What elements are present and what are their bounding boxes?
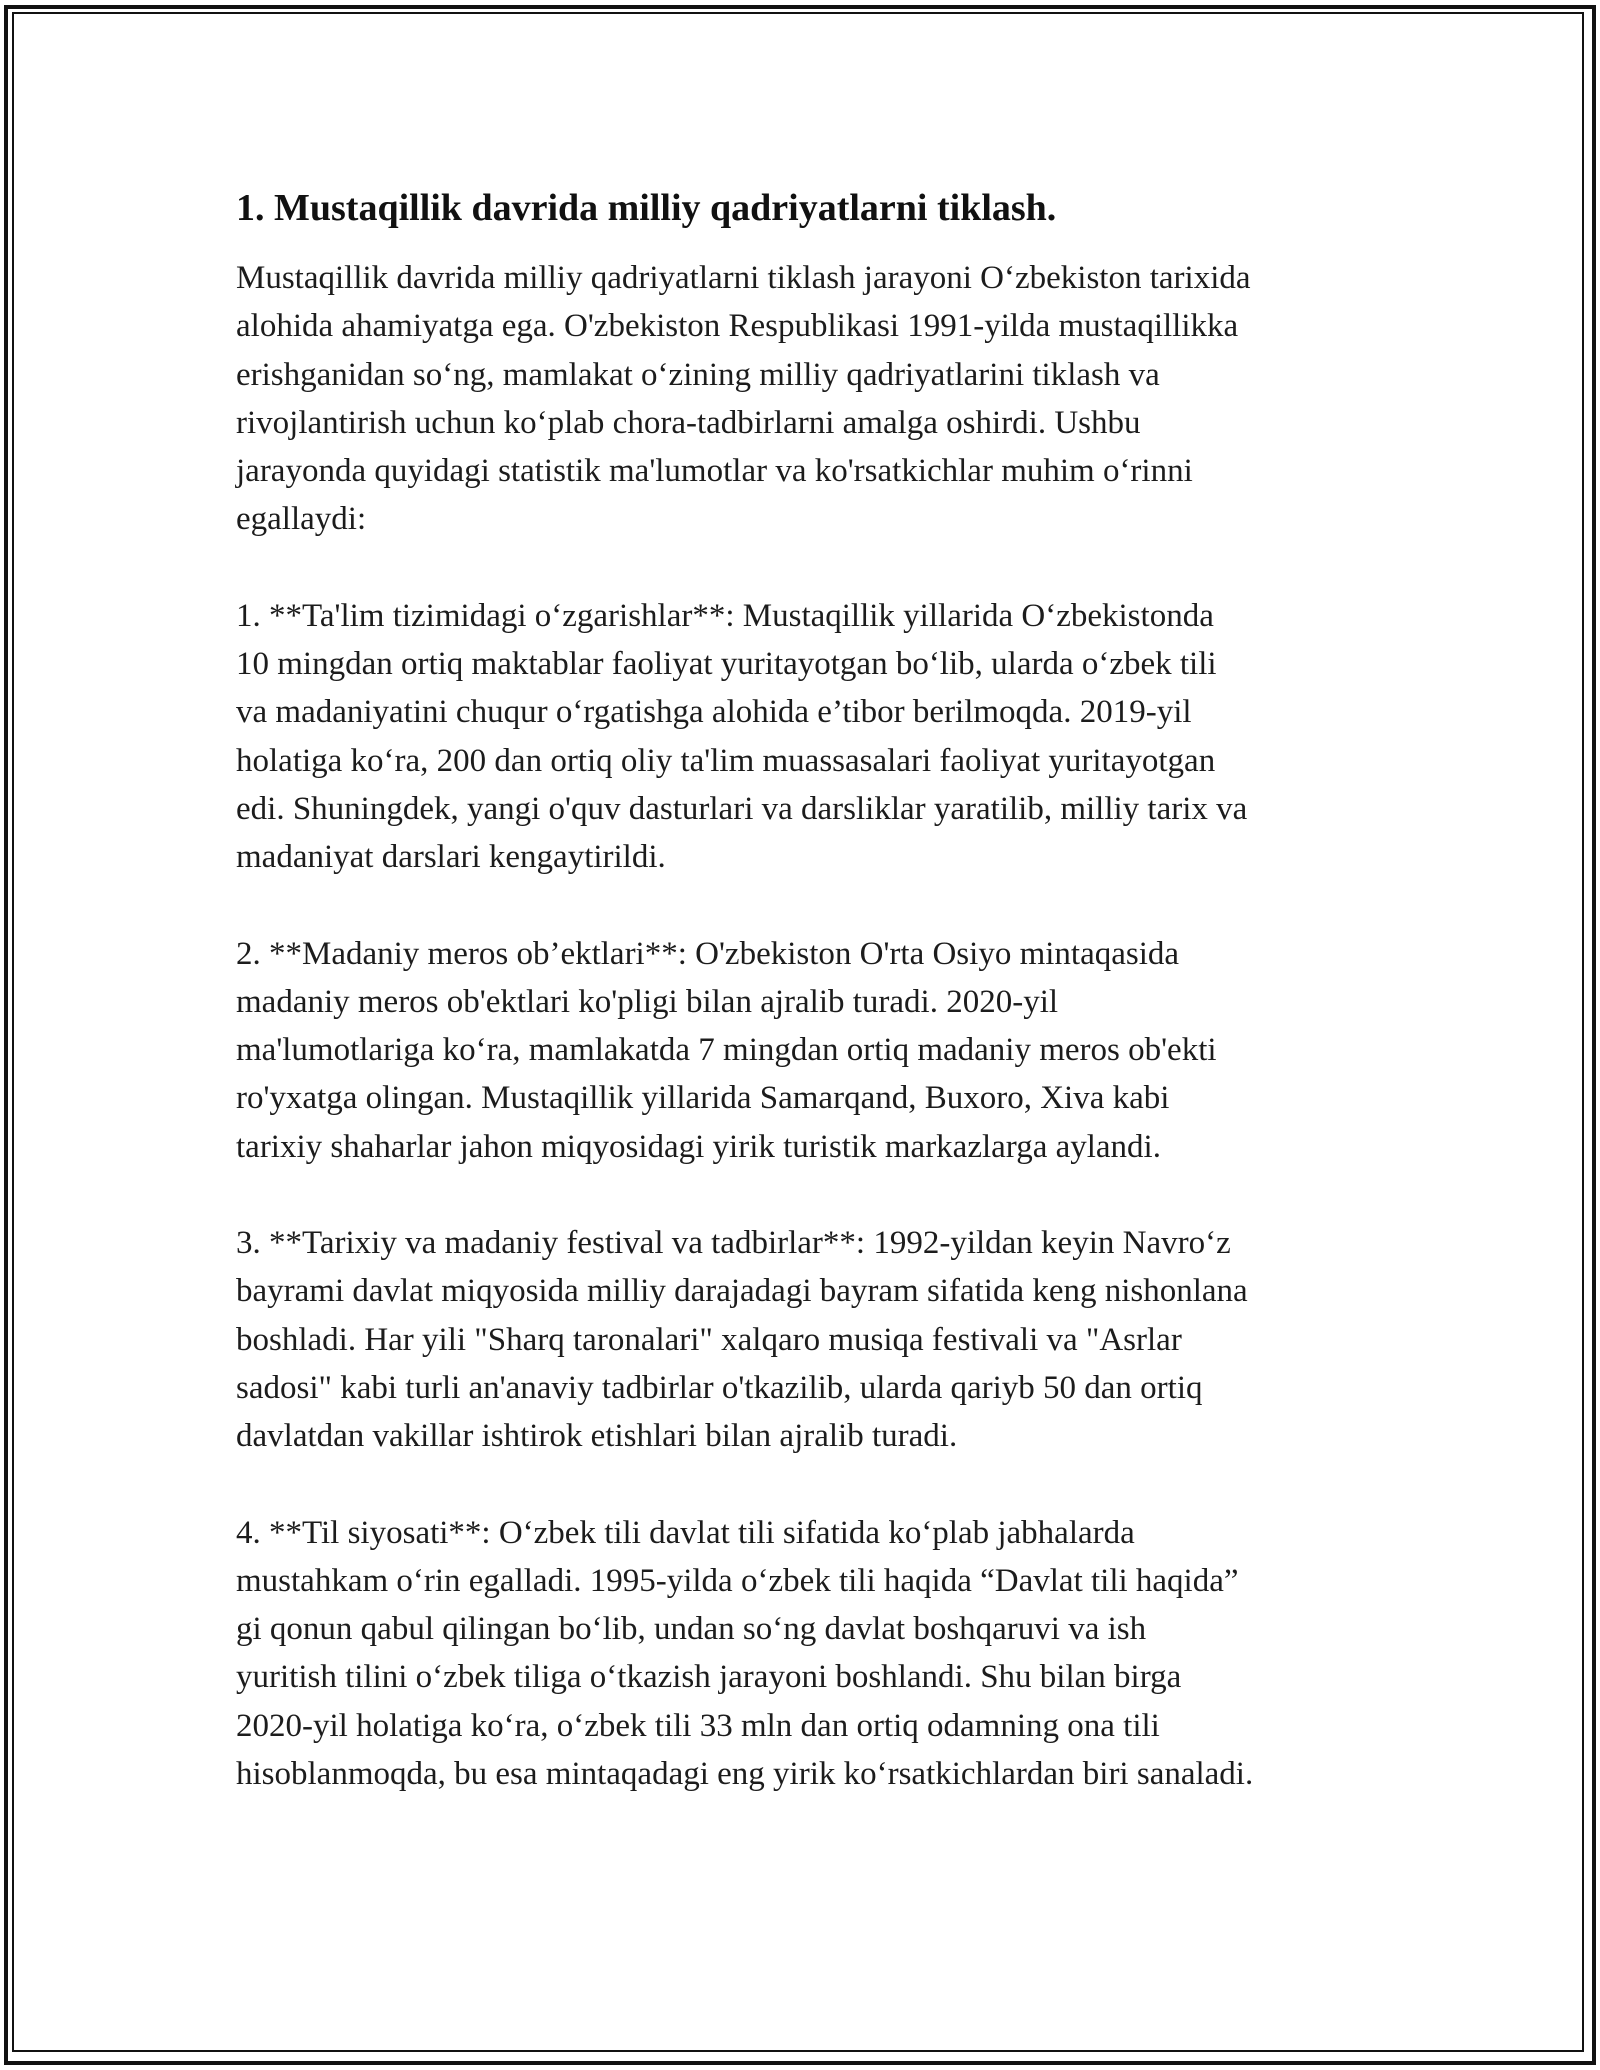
list-item-education: 1. **Ta'lim tizimidagi o‘zgarishlar**: Mustaqillik yillarida O‘zbekistonda 10 mingdan ortiq maktablar faoliyat yuritayotgan bo‘lib, ularda o‘zbek tili va madaniyatini chuqur o‘rgatishga alohida e’tibor berilmoqda. 2019-yil holatiga ko‘ra, 200 dan ortiq oliy ta'lim muassasalari faoliyat yuritayotgan edi. Shuningdek, yangi o'quv dasturlari va darsliklar yaratilib, milliy tarix va madaniyat darslari kengaytirildi. [236,597,1248,876]
list-item-cultural-heritage: 2. **Madaniy meros ob’ektlari**: O'zbekiston O'rta Osiyo mintaqasida madaniy meros ob'ektlari ko'pligi bilan ajralib turadi. 2020-yil ma'lumotlariga ko‘ra, mamlakatda 7 mingdan ortiq madaniy meros ob'ekti ro'yxatga olingan. Mustaqillik yillarida Samarqand, Buxoro, Xiva kabi tarixiy shaharlar jahon miqyosidagi yirik turistik markazlarga aylandi. [236,935,1217,1165]
list-item-language-policy: 4. **Til siyosati**: O‘zbek tili davlat tili sifatida ko‘plab jabhalarda mustahkam o‘rin egalladi. 1995-yilda o‘zbek tili haqida “Davlat tili haqida” gi qonun qabul qilingan bo‘lib, undan so‘ng davlat boshqaruvi va ish yuritish tilini o‘zbek tiliga o‘tkazish jarayoni boshlandi. Shu bilan birga 2020-yil holatiga ko‘ra, o‘zbek tili 33 mln dan ortiq odamning ona tili hisoblanmoqda, bu esa mintaqadagi eng yirik ko‘rsatkichlardan biri sanaladi. [236,1514,1254,1793]
section-heading: 1. Mustaqillik davrida milliy qadriyatlarni tiklash. [236,187,1057,229]
list-item-festivals: 3. **Tarixiy va madaniy festival va tadbirlar**: 1992-yildan keyin Navro‘z bayrami davlat miqyosida milliy darajadagi bayram sifatida keng nishonlana boshladi. Har yili "Sharq taronalari" xalqaro musiqa festivali va "Asrlar sadosi" kabi turli an'anaviy tadbirlar o'tkazilib, ularda qariyb 50 dan ortiq davlatdan vakillar ishtirok etishlari bilan ajralib turadi. [236,1225,1248,1455]
document-body [236,184,1366,1798]
intro-paragraph: Mustaqillik davrida milliy qadriyatlarni tiklash jarayoni O‘zbekiston tarixida alohida ahamiyatga ega. O'zbekiston Respublikasi 1991-yilda mustaqillikka erishganidan so‘ng, mamlakat o‘zining milliy qadriyatlarini tiklash va rivojlantirish uchun ko‘plab chora-tadbirlarni amalga oshirdi. Ushbu jarayonda quyidagi statistik ma'lumotlar va ko'rsatkichlar muhim o‘rinni egallaydi: [236,260,1251,538]
